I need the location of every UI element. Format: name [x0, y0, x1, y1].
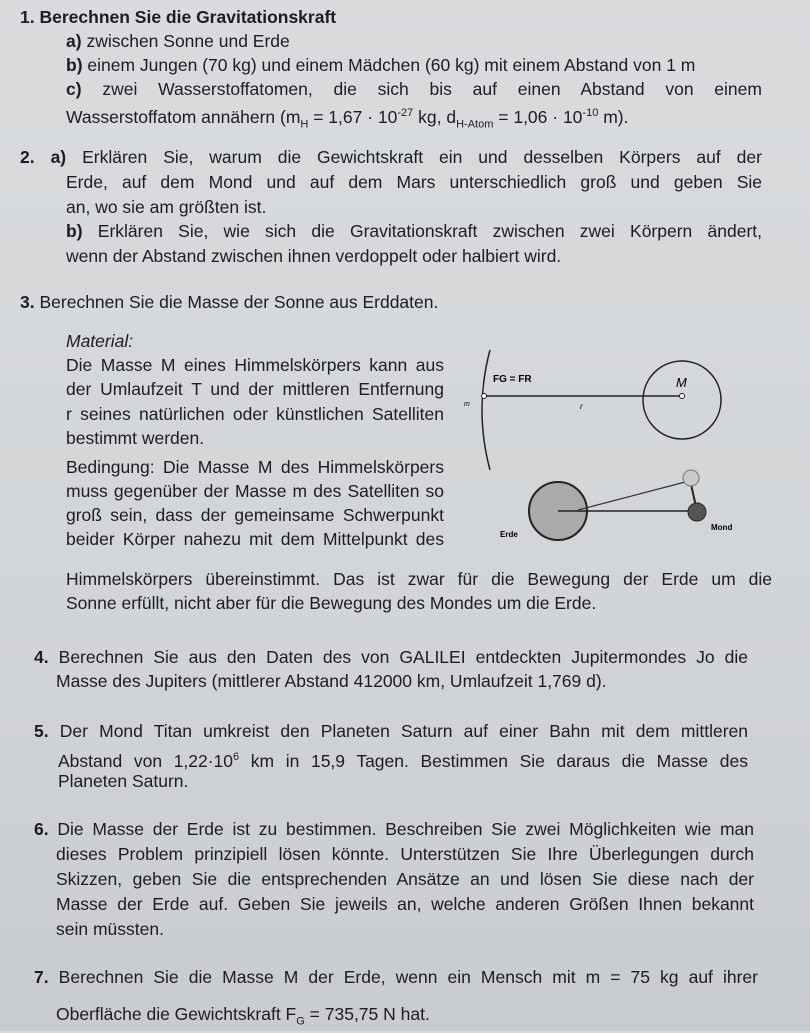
question-6-line: sein müssten. — [56, 919, 164, 939]
question-2a: 2. a) Erklären Sie, warum die Gewichtskraft ein und desselben Körpers auf der — [20, 147, 762, 167]
force-formula: FG = FR — [493, 374, 532, 385]
material-line: r seines natürlichen oder künstlichen Satelliten — [66, 404, 444, 424]
moon-circle — [688, 503, 706, 521]
material-line: Die Masse M eines Himmelskörpers kann aus — [66, 355, 444, 375]
condition-line: beider Körper nahezu mit dem Mittelpunkt des — [66, 529, 444, 549]
question-7-line: Oberfläche die Gewichtskraft $F_G = 735,75$ N hat. — [56, 1004, 430, 1028]
question-1a: a) zwischen Sonne und Erde — [66, 31, 290, 51]
question-5-line: Abstand von $1,22\cdot 10^6$ km in 15,9 Tagen. Bestimmen Sie daraus die Masse des — [58, 750, 749, 771]
question-7: 7. Berechnen Sie die Masse M der Erde, wenn ein Mensch mit m = 75 kg auf ihrer — [34, 967, 758, 987]
question-2b: b) Erklären Sie, wie sich die Gravitationskraft zwischen zwei Körpern ändert, — [66, 221, 762, 241]
question-2a-line: an, wo sie am größten ist. — [66, 197, 267, 217]
question-3-title: 3. Berechnen Sie die Masse der Sonne aus Erddaten. — [20, 292, 439, 312]
condition-line: muss gegenüber der Masse m des Satelliten so — [66, 481, 444, 501]
question-1b: b) einem Jungen (70 kg) und einem Mädchen (60 kg) mit einem Abstand von 1 m — [66, 55, 696, 75]
question-1c-values: Wasserstoffatom annähern ($m_H = 1,67 \cdot 10^{-27}$ kg, $d_{H-Atom} = 1,06 \cdot 10^{-10}$ m). — [66, 106, 629, 131]
question-6-line: Skizzen, geben Sie die entsprechenden Ansätze an und lösen Sie diese nach der — [56, 869, 754, 889]
moon-previous — [683, 470, 699, 486]
center-dot — [680, 394, 685, 399]
question-6: 6. Die Masse der Erde ist zu bestimmen. Beschreiben Sie zwei Möglichkeiten wie man — [34, 819, 754, 839]
question-2b-line: wenn der Abstand zwischen ihnen verdoppelt oder halbiert wird. — [66, 246, 562, 266]
question-1-title: 1. Berechnen Sie die Gravitationskraft — [20, 7, 337, 27]
orbit-diagram — [460, 330, 810, 560]
condition-line: groß sein, dass der gemeinsame Schwerpunkt — [66, 505, 444, 525]
question-5-line: Planeten Saturn. — [58, 771, 189, 791]
material-line: der Umlaufzeit T und der mittleren Entfernung — [66, 379, 444, 399]
question-6-line: Masse der Erde auf. Geben Sie jeweils an, welche anderen Größen Ihnen bekannt — [56, 894, 754, 914]
earth-label: Erde — [500, 530, 518, 539]
moon-label: Mond — [711, 523, 733, 532]
material-label: Material: — [66, 331, 134, 351]
condition-line: Sonne erfüllt, nicht aber für die Bewegung des Mondes um die Erde. — [66, 593, 597, 613]
question-2a-line: Erde, auf dem Mond und auf dem Mars unterschiedlich groß und geben Sie — [66, 172, 762, 192]
question-4-line: Masse des Jupiters (mittlerer Abstand 412000 km, Umlaufzeit 1,769 d). — [56, 671, 607, 691]
question-5: 5. Der Mond Titan umkreist den Planeten Saturn auf einer Bahn mit dem mittleren — [34, 721, 748, 741]
condition-line: Himmelskörpers übereinstimmt. Das ist zwar für die Bewegung der Erde um die — [66, 569, 772, 589]
label-r: r — [580, 402, 583, 411]
central-body — [643, 361, 721, 439]
satellite-dot — [482, 394, 487, 399]
question-4: 4. Berechnen Sie aus den Daten des von GALILEI entdeckten Jupitermondes Jo die — [34, 647, 748, 667]
question-1c: c) zwei Wasserstoffatomen, die sich bis auf einen Abstand von einem — [66, 79, 762, 99]
material-line: bestimmt werden. — [66, 428, 205, 448]
orbit-arc — [482, 350, 490, 470]
condition-line: Bedingung: Die Masse M des Himmelskörpers — [66, 457, 444, 477]
label-M: M — [676, 375, 687, 390]
label-m: m — [464, 401, 470, 408]
question-6-line: dieses Problem prinzipiell lösen könnte. Unterstützen Sie Ihre Überlegungen durch — [56, 844, 754, 864]
